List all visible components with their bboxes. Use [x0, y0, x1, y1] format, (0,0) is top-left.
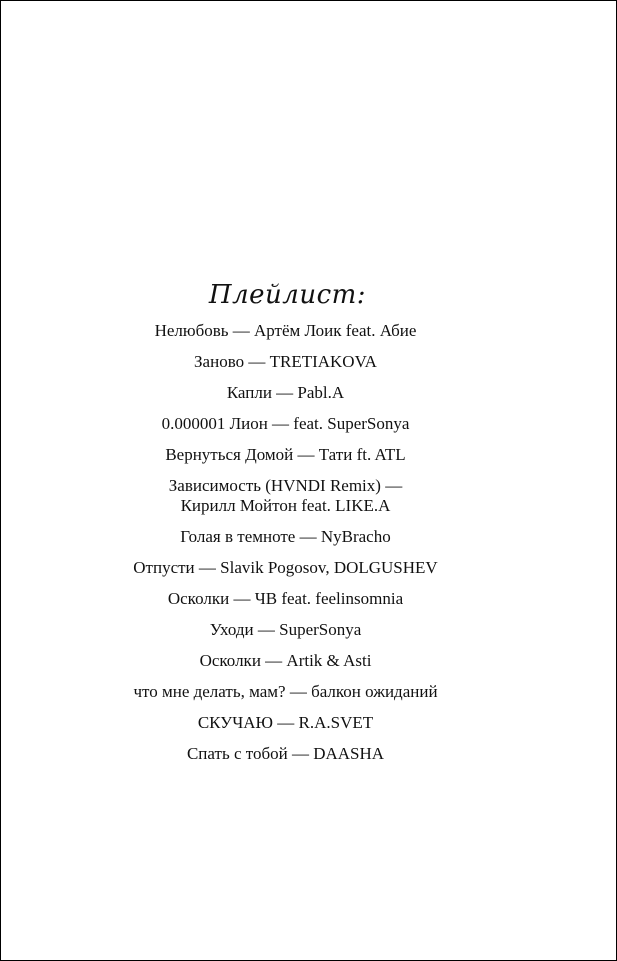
- track-item: [1, 383, 570, 403]
- track-text: Вернуться Домой — Тати ft. ATL: [165, 445, 406, 464]
- track-text: Заново — TRETIAKOVA: [194, 352, 377, 371]
- track-text: СКУЧАЮ — R.A.SVET: [197, 713, 374, 732]
- track-item: [1, 651, 570, 671]
- track-text: Капли — Pabl.A: [226, 383, 345, 402]
- track-item: [1, 589, 570, 609]
- track-item: [1, 558, 570, 578]
- track-text: Зависимость (HVNDI Remix) —: [168, 476, 403, 495]
- track-text: Отпусти — Slavik Pogosov, DOLGUSHEV: [133, 558, 438, 577]
- track-text: Нелюбовь — Артём Лоик feat. Абие: [154, 321, 417, 340]
- track-item: [1, 744, 570, 764]
- track-item: [1, 527, 570, 547]
- track-text: Кирилл Мойтон feat. LIKE.A: [180, 496, 391, 515]
- track-item: [1, 620, 570, 640]
- track-item: [1, 476, 570, 516]
- track-text: Осколки — ЧВ feat. feelinsomnia: [167, 589, 404, 608]
- track-item: [1, 414, 570, 434]
- playlist: [1, 277, 570, 775]
- track-text: Голая в темноте — NyBracho: [180, 527, 391, 546]
- track-item: [1, 321, 570, 341]
- track-text: что мне делать, мам? — балкон ожиданий: [133, 682, 438, 701]
- track-item: [1, 682, 570, 702]
- playlist-title: Плейлист:: [208, 280, 367, 310]
- track-text: Спать с тобой — DAASHA: [186, 744, 385, 763]
- track-item: [1, 445, 570, 465]
- track-text: Осколки — Artik & Asti: [199, 651, 372, 670]
- track-item: [1, 713, 570, 733]
- track-item: [1, 352, 570, 372]
- track-text: Уходи — SuperSonya: [209, 620, 362, 639]
- track-text: 0.000001 Лион — feat. SuperSonya: [161, 414, 410, 433]
